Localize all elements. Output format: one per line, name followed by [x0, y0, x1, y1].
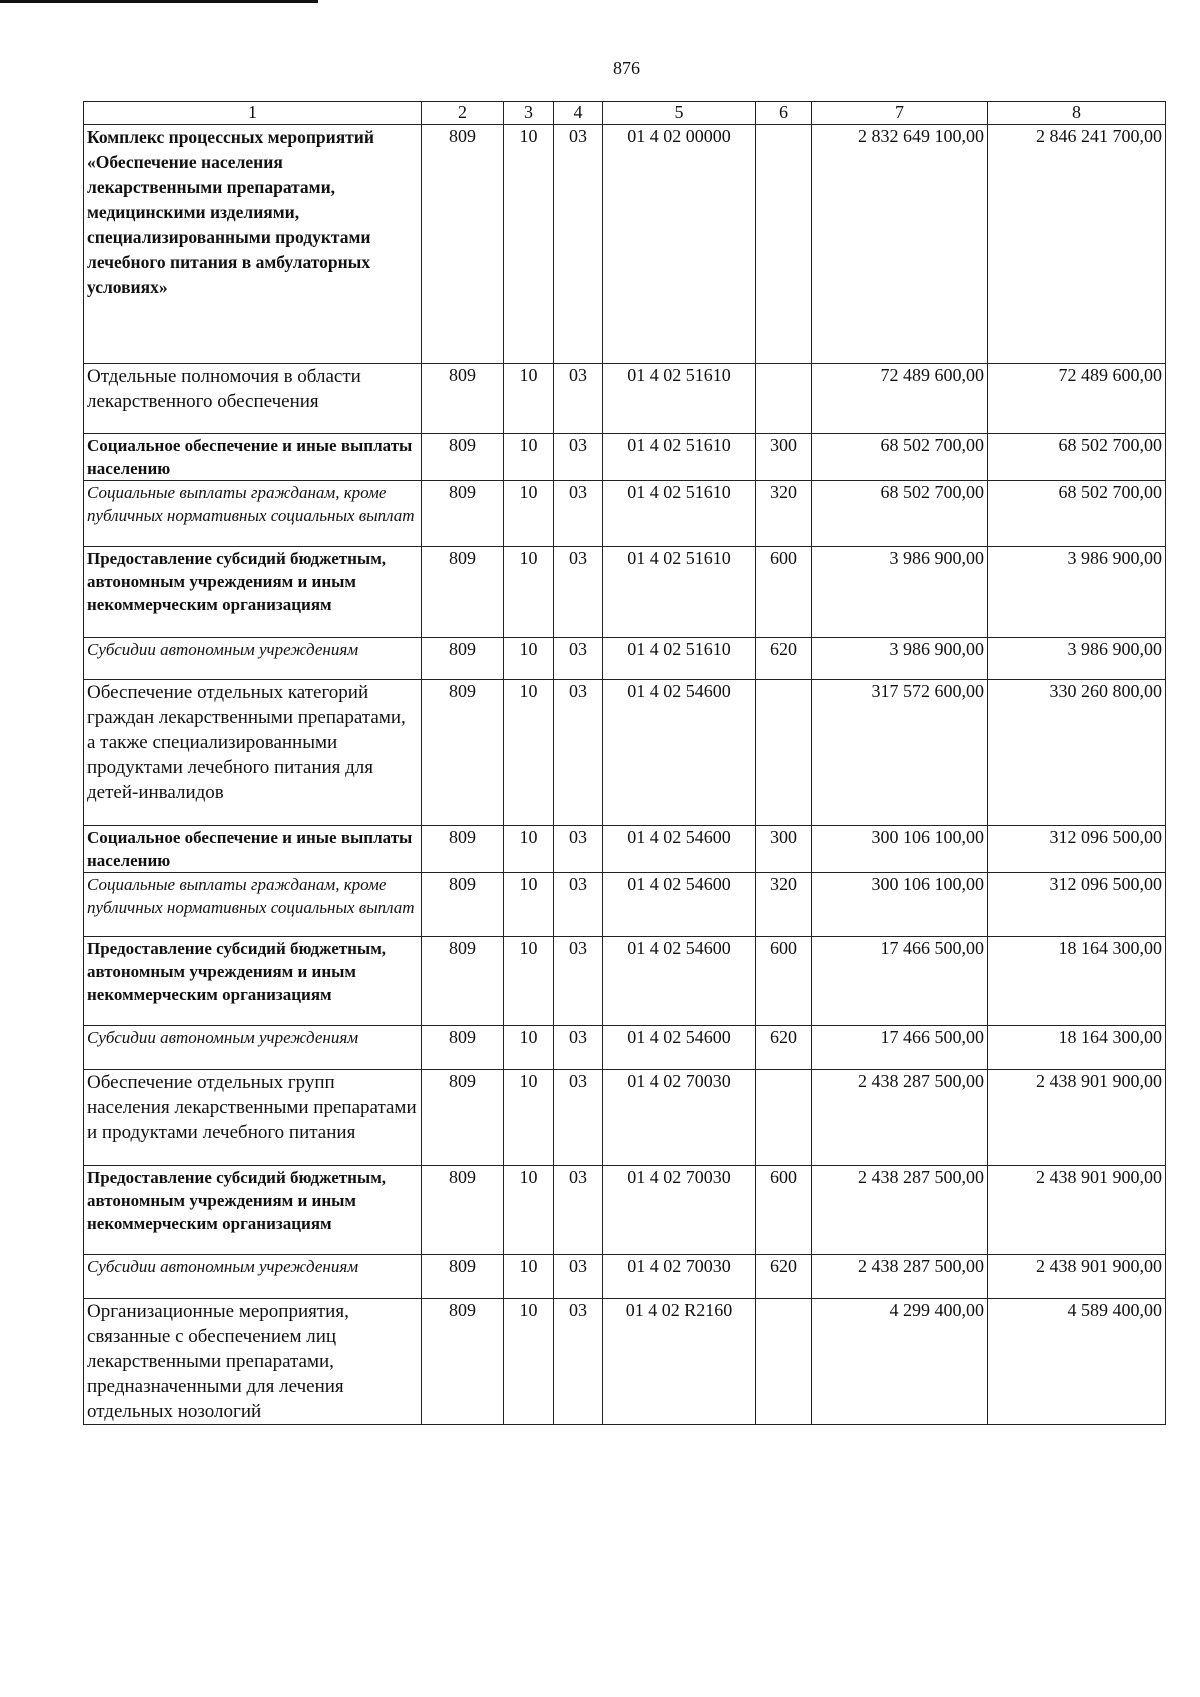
cell-amount-year-2: 2 438 901 900,00: [988, 1070, 1166, 1166]
cell-amount-year-1: 317 572 600,00: [812, 680, 988, 826]
table-row: [84, 547, 1166, 638]
cell-target-article: 01 4 02 51610: [603, 547, 756, 638]
cell-section: 10: [504, 364, 554, 434]
cell-section: 10: [504, 1255, 554, 1299]
table-row: [84, 1299, 1166, 1425]
cell-target-article: 01 4 02 54600: [603, 873, 756, 937]
cell-subsection: 03: [554, 1026, 603, 1070]
cell-section: 10: [504, 1070, 554, 1166]
cell-target-article: 01 4 02 70030: [603, 1166, 756, 1255]
cell-section: 10: [504, 937, 554, 1026]
cell-target-article: 01 4 02 54600: [603, 826, 756, 873]
cell-grbs: 809: [422, 638, 504, 680]
cell-expense-type: 300: [756, 826, 812, 873]
cell-amount-year-2: 72 489 600,00: [988, 364, 1166, 434]
header-col-2: 2: [422, 102, 504, 125]
cell-amount-year-2: 3 986 900,00: [988, 547, 1166, 638]
row-name: Социальное обеспечение и иные выплаты населению: [84, 826, 422, 873]
cell-amount-year-2: 330 260 800,00: [988, 680, 1166, 826]
budget-table: [83, 101, 1166, 1425]
cell-amount-year-2: 18 164 300,00: [988, 1026, 1166, 1070]
cell-amount-year-1: 68 502 700,00: [812, 434, 988, 481]
cell-amount-year-2: 4 589 400,00: [988, 1299, 1166, 1425]
cell-amount-year-2: 68 502 700,00: [988, 434, 1166, 481]
page-number: 876: [613, 58, 640, 78]
cell-grbs: 809: [422, 434, 504, 481]
cell-grbs: 809: [422, 481, 504, 547]
row-name: Организационные мероприятия, связанные с обеспечением лиц лекарственными препаратами, предназначенными для лечения отдельных нозологий: [84, 1299, 422, 1425]
cell-grbs: 809: [422, 364, 504, 434]
cell-grbs: 809: [422, 125, 504, 364]
cell-expense-type: [756, 125, 812, 364]
cell-expense-type: 300: [756, 434, 812, 481]
cell-expense-type: 600: [756, 1166, 812, 1255]
row-name: Предоставление субсидий бюджетным, автономным учреждениям и иным некоммерческим организациям: [84, 547, 422, 638]
cell-subsection: 03: [554, 434, 603, 481]
cell-grbs: 809: [422, 547, 504, 638]
cell-target-article: 01 4 02 70030: [603, 1255, 756, 1299]
cell-amount-year-2: 68 502 700,00: [988, 481, 1166, 547]
header-col-1: 1: [84, 102, 422, 125]
cell-subsection: 03: [554, 873, 603, 937]
row-name: Обеспечение отдельных групп населения лекарственными препаратами и продуктами лечебного питания: [84, 1070, 422, 1166]
cell-subsection: 03: [554, 364, 603, 434]
cell-section: 10: [504, 638, 554, 680]
row-name: Социальное обеспечение и иные выплаты населению: [84, 434, 422, 481]
cell-section: 10: [504, 547, 554, 638]
cell-amount-year-2: 2 438 901 900,00: [988, 1255, 1166, 1299]
row-name: Субсидии автономным учреждениям: [84, 638, 422, 680]
cell-amount-year-2: 3 986 900,00: [988, 638, 1166, 680]
cell-subsection: 03: [554, 547, 603, 638]
cell-expense-type: 620: [756, 638, 812, 680]
cell-grbs: 809: [422, 1299, 504, 1425]
table-row: [84, 1166, 1166, 1255]
cell-grbs: 809: [422, 1026, 504, 1070]
cell-target-article: 01 4 02 51610: [603, 434, 756, 481]
header-col-3: 3: [504, 102, 554, 125]
cell-subsection: 03: [554, 1166, 603, 1255]
header-col-5: 5: [603, 102, 756, 125]
cell-expense-type: 600: [756, 937, 812, 1026]
header-col-4: 4: [554, 102, 603, 125]
cell-target-article: 01 4 02 51610: [603, 638, 756, 680]
table-row: [84, 1255, 1166, 1299]
table-row: [84, 1070, 1166, 1166]
cell-target-article: 01 4 02 54600: [603, 680, 756, 826]
cell-subsection: 03: [554, 1255, 603, 1299]
cell-target-article: 01 4 02 51610: [603, 481, 756, 547]
cell-section: 10: [504, 434, 554, 481]
cell-expense-type: 320: [756, 873, 812, 937]
row-name: Комплекс процессных мероприятий «Обеспечение населения лекарственными препаратами, медицинскими изделиями, специализированными продуктами лечебного питания в амбулаторных условиях»: [84, 125, 422, 364]
cell-target-article: 01 4 02 70030: [603, 1070, 756, 1166]
cell-amount-year-1: 300 106 100,00: [812, 826, 988, 873]
table-row: [84, 680, 1166, 826]
cell-section: 10: [504, 680, 554, 826]
row-name: Социальные выплаты гражданам, кроме публичных нормативных социальных выплат: [84, 873, 422, 937]
table-row: [84, 826, 1166, 873]
cell-amount-year-1: 300 106 100,00: [812, 873, 988, 937]
cell-section: 10: [504, 873, 554, 937]
cell-target-article: 01 4 02 00000: [603, 125, 756, 364]
table-row: [84, 434, 1166, 481]
cell-amount-year-1: 2 438 287 500,00: [812, 1070, 988, 1166]
table-row: [84, 1026, 1166, 1070]
cell-amount-year-1: 17 466 500,00: [812, 937, 988, 1026]
cell-target-article: 01 4 02 54600: [603, 937, 756, 1026]
row-name: Обеспечение отдельных категорий граждан лекарственными препаратами, а также специализированными продуктами лечебного питания для детей-инвалидов: [84, 680, 422, 826]
cell-grbs: 809: [422, 680, 504, 826]
header-col-6: 6: [756, 102, 812, 125]
table-row: [84, 125, 1166, 364]
table-row: [84, 937, 1166, 1026]
row-name: Субсидии автономным учреждениям: [84, 1255, 422, 1299]
cell-amount-year-2: 312 096 500,00: [988, 873, 1166, 937]
table-row: [84, 481, 1166, 547]
cell-subsection: 03: [554, 937, 603, 1026]
cell-amount-year-2: 2 438 901 900,00: [988, 1166, 1166, 1255]
cell-amount-year-1: 4 299 400,00: [812, 1299, 988, 1425]
cell-amount-year-2: 312 096 500,00: [988, 826, 1166, 873]
cell-amount-year-1: 2 832 649 100,00: [812, 125, 988, 364]
cell-grbs: 809: [422, 1255, 504, 1299]
row-name: Предоставление субсидий бюджетным, автономным учреждениям и иным некоммерческим организациям: [84, 937, 422, 1026]
cell-expense-type: [756, 364, 812, 434]
cell-amount-year-2: 2 846 241 700,00: [988, 125, 1166, 364]
cell-amount-year-1: 17 466 500,00: [812, 1026, 988, 1070]
row-name: Отдельные полномочия в области лекарственного обеспечения: [84, 364, 422, 434]
cell-subsection: 03: [554, 826, 603, 873]
cell-grbs: 809: [422, 937, 504, 1026]
cell-target-article: 01 4 02 R2160: [603, 1299, 756, 1425]
cell-section: 10: [504, 125, 554, 364]
cell-target-article: 01 4 02 51610: [603, 364, 756, 434]
cell-amount-year-1: 72 489 600,00: [812, 364, 988, 434]
cell-expense-type: [756, 1299, 812, 1425]
cell-grbs: 809: [422, 1070, 504, 1166]
row-name: Субсидии автономным учреждениям: [84, 1026, 422, 1070]
cell-grbs: 809: [422, 873, 504, 937]
header-row: [84, 102, 1166, 125]
cell-target-article: 01 4 02 54600: [603, 1026, 756, 1070]
cell-subsection: 03: [554, 125, 603, 364]
row-name: Предоставление субсидий бюджетным, автономным учреждениям и иным некоммерческим организациям: [84, 1166, 422, 1255]
cell-amount-year-1: 3 986 900,00: [812, 638, 988, 680]
cell-section: 10: [504, 481, 554, 547]
cell-expense-type: 600: [756, 547, 812, 638]
cell-subsection: 03: [554, 680, 603, 826]
cell-subsection: 03: [554, 481, 603, 547]
cell-amount-year-1: 2 438 287 500,00: [812, 1255, 988, 1299]
cell-subsection: 03: [554, 638, 603, 680]
cell-grbs: 809: [422, 1166, 504, 1255]
cell-amount-year-1: 3 986 900,00: [812, 547, 988, 638]
cell-amount-year-1: 2 438 287 500,00: [812, 1166, 988, 1255]
cell-expense-type: 620: [756, 1026, 812, 1070]
cell-expense-type: [756, 1070, 812, 1166]
cell-section: 10: [504, 826, 554, 873]
cell-section: 10: [504, 1166, 554, 1255]
cell-subsection: 03: [554, 1070, 603, 1166]
cell-expense-type: 620: [756, 1255, 812, 1299]
cell-subsection: 03: [554, 1299, 603, 1425]
cell-amount-year-1: 68 502 700,00: [812, 481, 988, 547]
table-row: [84, 638, 1166, 680]
cell-section: 10: [504, 1026, 554, 1070]
cell-grbs: 809: [422, 826, 504, 873]
cell-expense-type: [756, 680, 812, 826]
top-rule: [0, 0, 318, 3]
table-row: [84, 873, 1166, 937]
cell-amount-year-2: 18 164 300,00: [988, 937, 1166, 1026]
row-name: Социальные выплаты гражданам, кроме публичных нормативных социальных выплат: [84, 481, 422, 547]
cell-section: 10: [504, 1299, 554, 1425]
cell-expense-type: 320: [756, 481, 812, 547]
header-col-8: 8: [988, 102, 1166, 125]
table-row: [84, 364, 1166, 434]
header-col-7: 7: [812, 102, 988, 125]
